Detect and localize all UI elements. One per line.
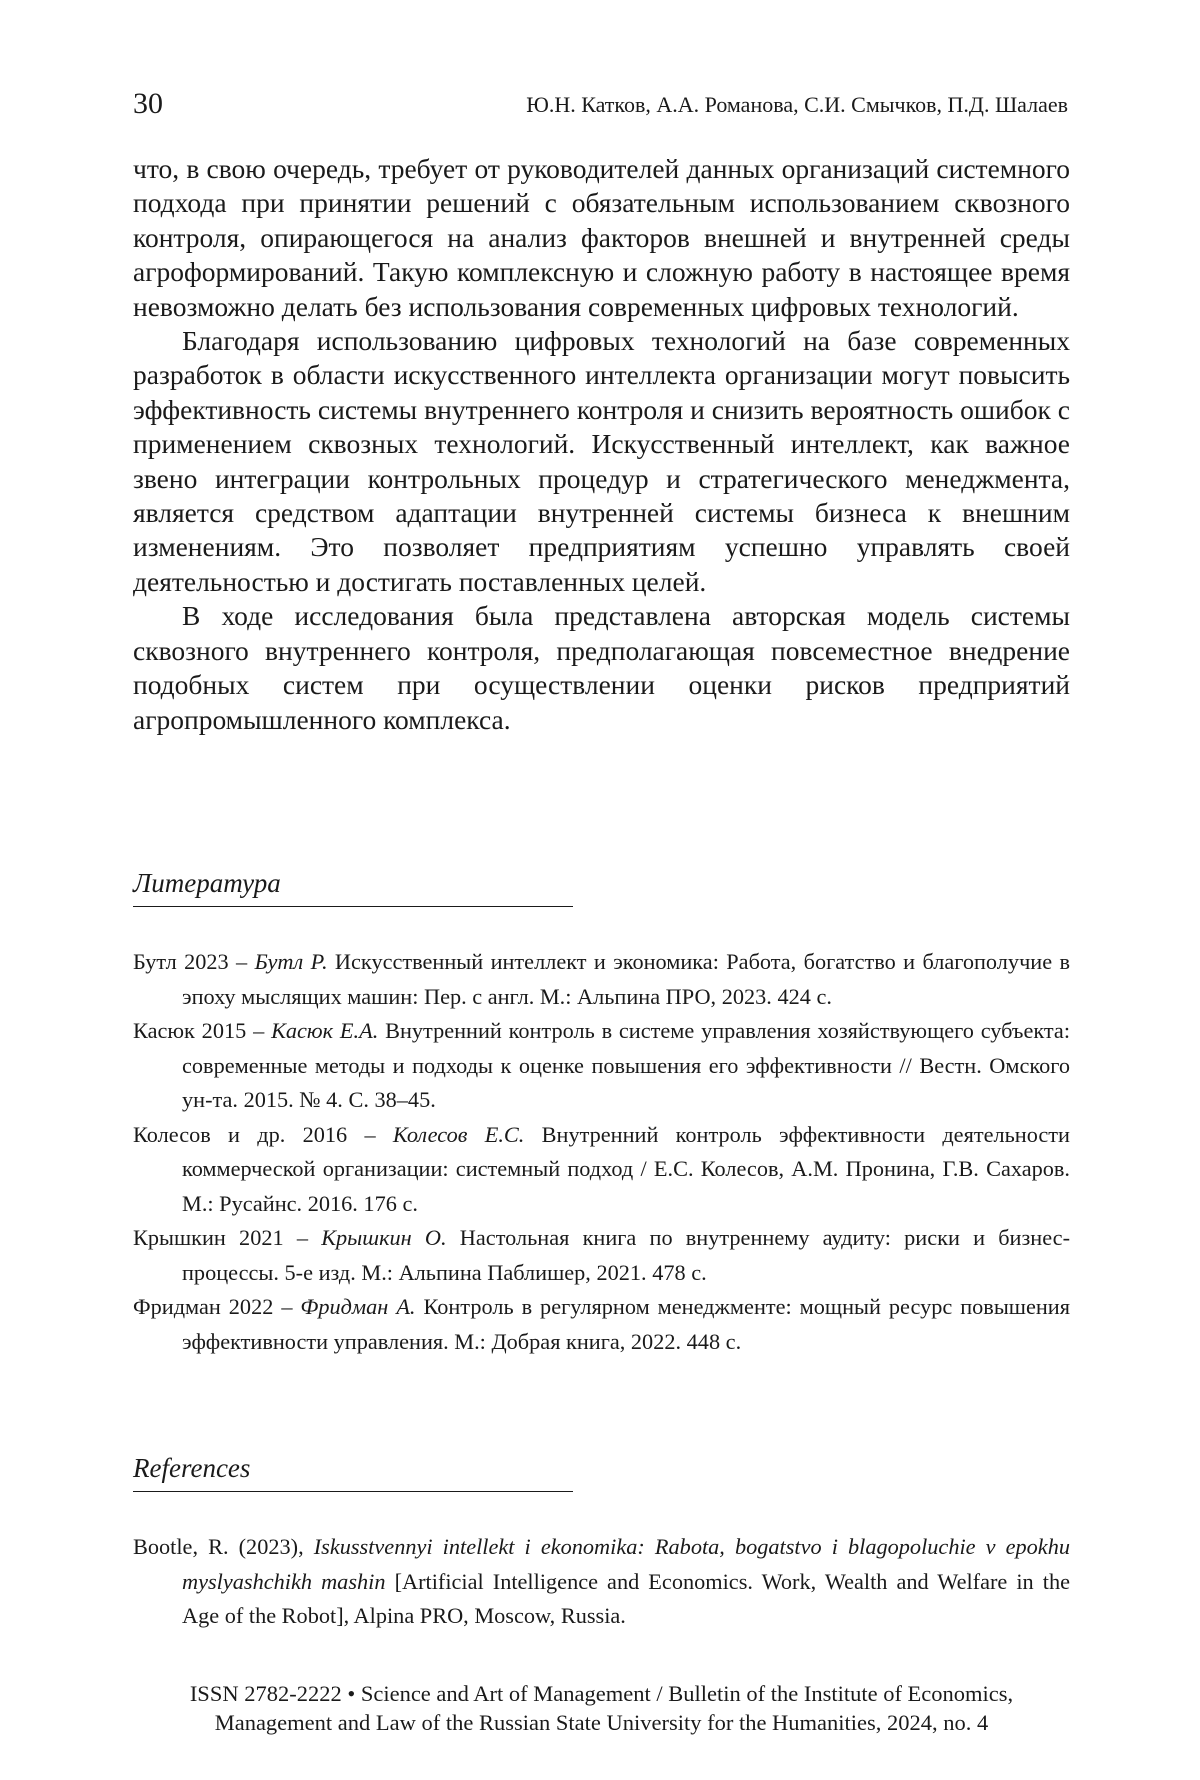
ref-details: Контроль в регулярном менеджменте: мощный ресурс повышения эффективности управления. М.: Добрая книга, 2022. 448 с.: [182, 1294, 1070, 1354]
ref-details: [Artificial Intelligence and Economics. Work, Wealth and Welfare in the Age of the Robot], Alpina PRO, Moscow, Russia.: [182, 1569, 1070, 1629]
ref-author: Колесов Е.С.: [393, 1122, 525, 1147]
paragraph: В ходе исследования была представлена авторская модель системы сквозного внутреннего контроля, предполагающая повсеместное внедрение подобных систем при осуществлении оценки рисков предприятий агропромышленного комплекса.: [133, 599, 1070, 737]
literature-list: [133, 945, 1070, 1359]
ref-key: Касюк 2015 –: [133, 1018, 271, 1043]
ref-author: Фридман А.: [300, 1294, 415, 1319]
paragraph: что, в свою очередь, требует от руководителей данных организаций системного подхода при принятии решений с обязательным использованием сквозного контроля, опирающегося на анализ факторов внешней и внутренней среды агроформирований. Такую комплексную и сложную работу в настоящее время невозможно делать без использования современных цифровых технологий.: [133, 152, 1070, 324]
literature-item: [133, 945, 1070, 1014]
body-text: [133, 152, 1070, 737]
running-head-authors: Ю.Н. Катков, А.А. Романова, С.И. Смычков, П.Д. Шалаев: [526, 90, 1068, 120]
ref-details: Искусственный интеллект и экономика: Работа, богатство и благополучие в эпоху мыслящих машин: Пер. с англ. М.: Альпина ПРО, 2023. 424 с.: [182, 949, 1070, 1009]
journal-footer: [133, 1679, 1070, 1737]
footer-line: ISSN 2782-2222 • Science and Art of Management / Bulletin of the Institute of Economics,: [133, 1679, 1070, 1708]
literature-item: [133, 1221, 1070, 1290]
literature-item: [133, 1290, 1070, 1359]
ref-details: Внутренний контроль в системе управления хозяйствующего субъекта: современные методы и подходы к оценке повышения его эффективности // Вестн. Омского ун-та. 2015. № 4. С. 38–45.: [182, 1018, 1070, 1112]
literature-item: [133, 1014, 1070, 1118]
page-number: 30: [133, 86, 163, 122]
ref-author: Бутл Р.: [255, 949, 328, 974]
ref-key: Крышкин 2021 –: [133, 1225, 321, 1250]
ref-key: Фридман 2022 –: [133, 1294, 300, 1319]
references-heading: References: [133, 1451, 573, 1492]
reference-item: [133, 1530, 1070, 1634]
literature-heading: Литература: [133, 866, 573, 907]
ref-key: Bootle, R. (2023),: [133, 1534, 314, 1559]
paragraph: Благодаря использованию цифровых технологий на базе современных разработок в области искусственного интеллекта организации могут повысить эффективность системы внутреннего контроля и снизить вероятность ошибок с применением сквозных технологий. Искусственный интеллект, как важное звено интеграции контрольных процедур и стратегического менеджмента, является средством адаптации внутренней системы бизнеса к внешним изменениям. Это позволяет предприятиям успешно управлять своей деятельностью и достигать поставленных целей.: [133, 324, 1070, 599]
ref-details: Внутренний контроль эффективности деятельности коммерческой организации: системный подход / Е.С. Колесов, А.М. Пронина, Г.В. Сахаров. М.: Русайнс. 2016. 176 с.: [182, 1122, 1070, 1216]
ref-details: Настольная книга по внутреннему аудиту: риски и бизнес-процессы. 5-е изд. М.: Альпина Паблишер, 2021. 478 с.: [182, 1225, 1070, 1285]
literature-item: [133, 1118, 1070, 1222]
ref-title: Iskusstvennyi intellekt i ekonomika: Rabota, bogatstvo i blagopoluchie v epokhu myslyashchikh mashin: [182, 1534, 1070, 1594]
references-list: [133, 1530, 1070, 1634]
ref-key: Колесов и др. 2016 –: [133, 1122, 393, 1147]
ref-author: Крышкин О.: [321, 1225, 446, 1250]
ref-key: Бутл 2023 –: [133, 949, 255, 974]
ref-author: Касюк Е.А.: [271, 1018, 378, 1043]
footer-line: Management and Law of the Russian State University for the Humanities, 2024, no. 4: [133, 1708, 1070, 1737]
